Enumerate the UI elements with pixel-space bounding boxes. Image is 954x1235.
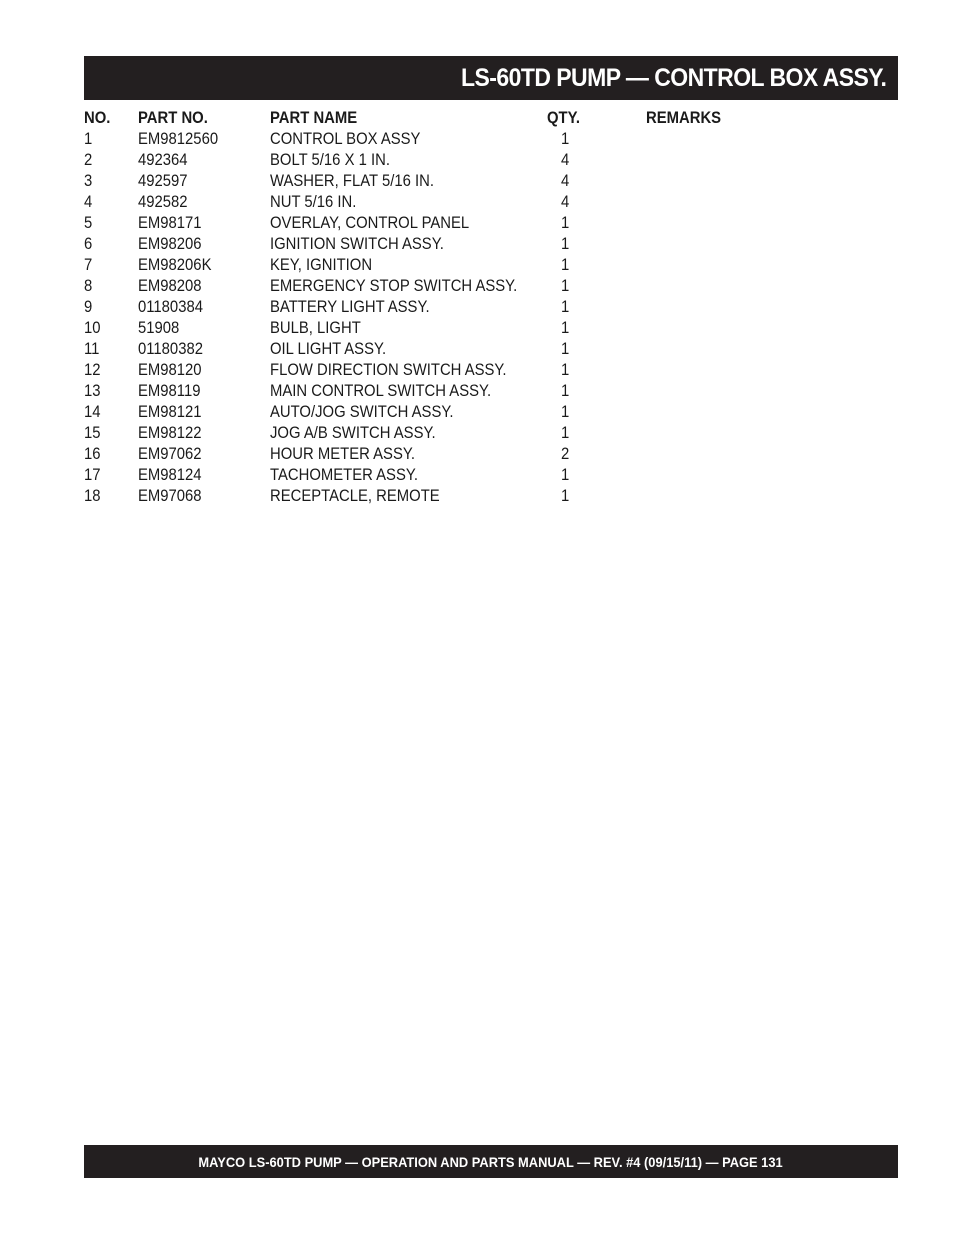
cell-part-name: HOUR METER ASSY. bbox=[270, 445, 415, 463]
cell-part-no: EM98119 bbox=[138, 382, 201, 400]
cell-remarks bbox=[646, 213, 898, 234]
cell-part-no: EM98120 bbox=[138, 361, 202, 379]
cell-qty: 1 bbox=[561, 424, 570, 442]
cell-part-name: JOG A/B SWITCH ASSY. bbox=[270, 424, 436, 442]
cell-qty: 1 bbox=[561, 298, 570, 316]
cell-qty: 4 bbox=[561, 172, 570, 190]
table-row bbox=[84, 360, 898, 381]
cell-part-no: EM98208 bbox=[138, 277, 202, 295]
cell-remarks bbox=[646, 423, 898, 444]
parts-table bbox=[84, 108, 898, 507]
column-header-part-no: PART NO. bbox=[138, 109, 208, 127]
table-row bbox=[84, 402, 898, 423]
cell-qty: 1 bbox=[561, 319, 570, 337]
cell-part-no: EM98206 bbox=[138, 235, 202, 253]
cell-no: 2 bbox=[84, 151, 93, 169]
table-row bbox=[84, 423, 898, 444]
table-row bbox=[84, 192, 898, 213]
parts-table-body bbox=[84, 129, 898, 507]
cell-part-no: 492364 bbox=[138, 151, 188, 169]
page-header-bar bbox=[84, 56, 898, 100]
cell-part-name: RECEPTACLE, REMOTE bbox=[270, 487, 440, 505]
cell-no: 15 bbox=[84, 424, 101, 442]
cell-part-no: 492597 bbox=[138, 172, 188, 190]
cell-part-name: MAIN CONTROL SWITCH ASSY. bbox=[270, 382, 492, 400]
cell-no: 8 bbox=[84, 277, 93, 295]
cell-qty: 1 bbox=[561, 256, 570, 274]
cell-no: 4 bbox=[84, 193, 93, 211]
table-row bbox=[84, 150, 898, 171]
table-row bbox=[84, 318, 898, 339]
cell-part-name: FLOW DIRECTION SWITCH ASSY. bbox=[270, 361, 507, 379]
cell-qty: 1 bbox=[561, 361, 570, 379]
table-row bbox=[84, 276, 898, 297]
cell-remarks bbox=[646, 381, 898, 402]
table-row bbox=[84, 234, 898, 255]
cell-no: 6 bbox=[84, 235, 93, 253]
cell-no: 16 bbox=[84, 445, 101, 463]
cell-part-no: EM98206K bbox=[138, 256, 212, 274]
table-row bbox=[84, 444, 898, 465]
table-row bbox=[84, 339, 898, 360]
table-row bbox=[84, 255, 898, 276]
cell-part-no: EM98122 bbox=[138, 424, 202, 442]
column-header-part-name: PART NAME bbox=[270, 109, 358, 127]
table-row bbox=[84, 171, 898, 192]
cell-remarks bbox=[646, 486, 898, 507]
cell-remarks bbox=[646, 255, 898, 276]
cell-part-name: KEY, IGNITION bbox=[270, 256, 373, 274]
cell-qty: 4 bbox=[561, 151, 570, 169]
cell-qty: 1 bbox=[561, 403, 570, 421]
cell-qty: 4 bbox=[561, 193, 570, 211]
cell-part-name: EMERGENCY STOP SWITCH ASSY. bbox=[270, 277, 518, 295]
cell-part-name: TACHOMETER ASSY. bbox=[270, 466, 418, 484]
cell-part-name: OIL LIGHT ASSY. bbox=[270, 340, 387, 358]
table-row bbox=[84, 486, 898, 507]
cell-remarks bbox=[646, 297, 898, 318]
cell-part-name: IGNITION SWITCH ASSY. bbox=[270, 235, 444, 253]
column-header-no: NO. bbox=[84, 109, 111, 127]
footer-text: MAYCO LS-60TD PUMP — OPERATION AND PARTS MANUAL — REV. #4 (09/15/11) — PAGE 131 bbox=[198, 1153, 784, 1170]
cell-remarks bbox=[646, 192, 898, 213]
cell-qty: 1 bbox=[561, 235, 570, 253]
cell-part-no: EM98121 bbox=[138, 403, 202, 421]
cell-no: 18 bbox=[84, 487, 101, 505]
cell-no: 10 bbox=[84, 319, 101, 337]
cell-part-no: 51908 bbox=[138, 319, 180, 337]
cell-part-no: EM98124 bbox=[138, 466, 202, 484]
cell-part-no: EM97068 bbox=[138, 487, 202, 505]
cell-part-no: 492582 bbox=[138, 193, 188, 211]
table-row bbox=[84, 465, 898, 486]
parts-table-header bbox=[84, 108, 898, 129]
page-footer-bar bbox=[84, 1145, 898, 1178]
cell-no: 11 bbox=[84, 340, 100, 358]
cell-part-no: EM97062 bbox=[138, 445, 202, 463]
cell-qty: 1 bbox=[561, 130, 570, 148]
table-row bbox=[84, 297, 898, 318]
cell-remarks bbox=[646, 129, 898, 150]
cell-part-name: OVERLAY, CONTROL PANEL bbox=[270, 214, 470, 232]
cell-remarks bbox=[646, 276, 898, 297]
cell-qty: 1 bbox=[561, 277, 570, 295]
cell-part-name: WASHER, FLAT 5/16 IN. bbox=[270, 172, 434, 190]
cell-remarks bbox=[646, 465, 898, 486]
cell-qty: 1 bbox=[561, 466, 570, 484]
cell-no: 13 bbox=[84, 382, 101, 400]
cell-remarks bbox=[646, 150, 898, 171]
cell-part-name: AUTO/JOG SWITCH ASSY. bbox=[270, 403, 454, 421]
cell-part-no: 01180384 bbox=[138, 298, 203, 316]
cell-qty: 1 bbox=[561, 214, 570, 232]
cell-part-name: BULB, LIGHT bbox=[270, 319, 361, 337]
cell-part-no: EM98171 bbox=[138, 214, 202, 232]
cell-no: 17 bbox=[84, 466, 101, 484]
table-row bbox=[84, 381, 898, 402]
cell-part-name: CONTROL BOX ASSY bbox=[270, 130, 421, 148]
cell-no: 3 bbox=[84, 172, 93, 190]
cell-remarks bbox=[646, 444, 898, 465]
cell-part-name: BOLT 5/16 X 1 IN. bbox=[270, 151, 390, 169]
cell-no: 1 bbox=[84, 130, 93, 148]
page-title: LS-60TD PUMP — CONTROL BOX ASSY. bbox=[460, 63, 886, 92]
cell-remarks bbox=[646, 339, 898, 360]
table-row bbox=[84, 213, 898, 234]
table-row bbox=[84, 129, 898, 150]
cell-remarks bbox=[646, 171, 898, 192]
cell-no: 7 bbox=[84, 256, 93, 274]
cell-no: 14 bbox=[84, 403, 101, 421]
cell-qty: 1 bbox=[561, 340, 570, 358]
cell-remarks bbox=[646, 402, 898, 423]
cell-part-no: 01180382 bbox=[138, 340, 203, 358]
cell-qty: 1 bbox=[561, 382, 570, 400]
cell-no: 5 bbox=[84, 214, 93, 232]
cell-qty: 2 bbox=[561, 445, 570, 463]
cell-remarks bbox=[646, 360, 898, 381]
cell-no: 12 bbox=[84, 361, 101, 379]
column-header-qty: QTY. bbox=[547, 109, 581, 127]
column-header-remarks: REMARKS bbox=[646, 109, 722, 127]
cell-no: 9 bbox=[84, 298, 93, 316]
cell-remarks bbox=[646, 318, 898, 339]
cell-remarks bbox=[646, 234, 898, 255]
cell-part-name: BATTERY LIGHT ASSY. bbox=[270, 298, 430, 316]
cell-qty: 1 bbox=[561, 487, 570, 505]
cell-part-no: EM9812560 bbox=[138, 130, 219, 148]
cell-part-name: NUT 5/16 IN. bbox=[270, 193, 357, 211]
